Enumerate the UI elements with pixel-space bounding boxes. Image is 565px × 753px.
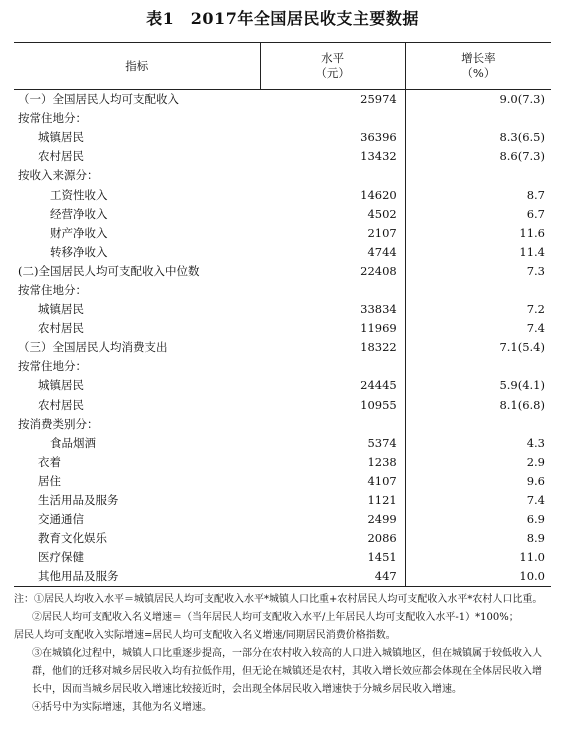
row-label: (二)全国居民人均可支配收入中位数 [18,263,200,278]
row-label: 食品烟酒 [50,435,96,450]
row-label: 财产净收入 [50,225,108,240]
row-level-value [260,109,405,128]
row-level-value: 1238 [260,453,405,472]
footnotes [14,591,551,717]
row-growth-value [405,166,551,185]
row-level-value: 13432 [260,147,405,166]
table-body [14,90,551,587]
header-level-line1: 水平 [321,51,345,65]
row-level-value: 1451 [260,548,405,567]
row-growth-value: 7.4 [526,493,545,508]
row-level-value: 2499 [260,510,405,529]
row-growth-value: 7.2 [526,302,545,317]
row-growth-value: 10.0 [405,567,551,587]
row-growth-value: 11.6 [519,225,545,240]
row-label: 生活用品及服务 [38,493,119,508]
table-row [14,491,551,510]
footnote-3: ③在城镇化过程中，城镇人口比重逐步提高，一部分在农村收入较高的人口进入城镇地区，但在城镇属于较低收入人群，他们的迁移对城乡居民收入均有拉低作用，但无论在城镇还是农村，其收入增长效应都会体现在全体居民收入增长中，因而当城乡居民收入增速比较接近时，会出现全体居民收入增速快于分城乡居民收入增速。 [32,648,542,695]
header-indicator: 指标 [14,43,260,90]
row-growth-value: 9.0(7.3) [499,92,545,107]
table-row [14,224,551,243]
row-growth-value: 8.6(7.3) [499,149,545,164]
table-row [14,529,551,548]
row-label: （三）全国居民人均消费支出 [18,340,168,355]
table-row [14,376,551,395]
row-growth-value: 9.6 [526,473,545,488]
table-row [14,357,551,376]
row-label: 按收入来源分： [18,168,99,183]
row-label: 农村居民 [38,321,84,336]
data-table [14,42,551,587]
row-level-value [260,281,405,300]
table-row [14,548,551,567]
row-label: 经营净收入 [50,206,108,221]
header-growth-line1: 增长率 [461,51,496,65]
row-growth-value: 7.3 [526,263,545,278]
table-row [14,415,551,434]
table-row [14,147,551,166]
row-growth-value: 8.1(6.8) [499,397,545,412]
row-label: 其他用品及服务 [14,567,260,587]
table-row [14,128,551,147]
row-level-value: 22408 [260,262,405,281]
row-growth-value [405,109,551,128]
row-level-value: 447 [260,567,405,587]
row-level-value: 33834 [260,300,405,319]
table-row [14,281,551,300]
footnote-1: 注：①居民人均收入水平＝城镇居民人均可支配收入水平*城镇人口比重+农村居民人均可支配收入水平*农村人口比重。 [14,594,543,605]
table-row [14,338,551,357]
row-label: 医疗保健 [38,550,84,565]
table-row [14,453,551,472]
row-label: 居住 [38,473,61,488]
row-growth-value: 6.9 [526,512,545,527]
table-row [14,567,551,587]
row-level-value: 2107 [260,224,405,243]
row-level-value: 18322 [260,338,405,357]
table-title: 表1 2017年全国居民收支主要数据 [146,9,419,28]
row-label: 农村居民 [38,149,84,164]
table-row [14,166,551,185]
row-label: 城镇居民 [38,378,84,393]
row-label: 交通通信 [38,512,84,527]
table-header-row [14,43,551,90]
table-row [14,205,551,224]
row-growth-value: 11.4 [519,244,545,259]
row-level-value: 14620 [260,185,405,204]
row-level-value [260,166,405,185]
row-growth-value: 4.3 [526,435,545,450]
row-growth-value [405,415,551,434]
row-level-value [260,357,405,376]
row-label: 转移净收入 [50,244,108,259]
footnote-2: ②居民人均可支配收入名义增速＝（当年居民人均可支配收入水平/上年居民人均可支配收入水平-1）*100%； [32,612,519,623]
row-growth-value: 7.1(5.4) [499,340,545,355]
row-level-value: 24445 [260,376,405,395]
row-label: 按常住地分： [18,359,87,374]
table-row [14,300,551,319]
row-level-value: 2086 [260,529,405,548]
row-level-value: 4502 [260,205,405,224]
row-level-value: 1121 [260,491,405,510]
row-label: 城镇居民 [38,130,84,145]
footnote-2b: 居民人均可支配收入实际增速=居民人均可支配收入名义增速/同期居民消费价格指数。 [14,630,396,641]
row-level-value: 5374 [260,434,405,453]
table-row [14,185,551,204]
table-row [14,109,551,128]
header-growth-line2: （%） [461,66,496,80]
row-label: （一）全国居民人均可支配收入 [18,92,179,107]
header-growth [405,43,551,90]
table-row [14,90,551,110]
row-growth-value: 8.3(6.5) [499,130,545,145]
row-growth-value: 7.4 [526,321,545,336]
table-row [14,319,551,338]
row-growth-value [405,281,551,300]
row-growth-value: 8.9 [526,531,545,546]
row-level-value: 36396 [260,128,405,147]
table-row [14,396,551,415]
table-row [14,472,551,491]
row-label: 城镇居民 [38,302,84,317]
row-level-value [260,415,405,434]
header-level [260,43,405,90]
row-label: 衣着 [38,454,61,469]
table-row [14,510,551,529]
row-growth-value: 8.7 [526,187,545,202]
row-growth-value: 11.0 [519,550,545,565]
row-level-value: 25974 [260,90,405,110]
row-growth-value: 2.9 [526,454,545,469]
row-level-value: 4107 [260,472,405,491]
row-label: 工资性收入 [50,187,108,202]
row-label: 按消费类别分： [18,416,99,431]
header-level-line2: （元） [315,66,350,80]
row-label: 农村居民 [38,397,84,412]
row-level-value: 10955 [260,396,405,415]
row-level-value: 11969 [260,319,405,338]
row-growth-value: 5.9(4.1) [499,378,545,393]
table-row [14,434,551,453]
table-row [14,243,551,262]
footnote-4: ④括号中为实际增速，其他为名义增速。 [32,702,212,713]
row-growth-value: 6.7 [526,206,545,221]
row-growth-value [405,357,551,376]
row-label: 按常住地分： [18,282,87,297]
row-label: 教育文化娱乐 [38,531,107,546]
row-label: 按常住地分： [18,111,87,126]
table-row [14,262,551,281]
row-level-value: 4744 [260,243,405,262]
